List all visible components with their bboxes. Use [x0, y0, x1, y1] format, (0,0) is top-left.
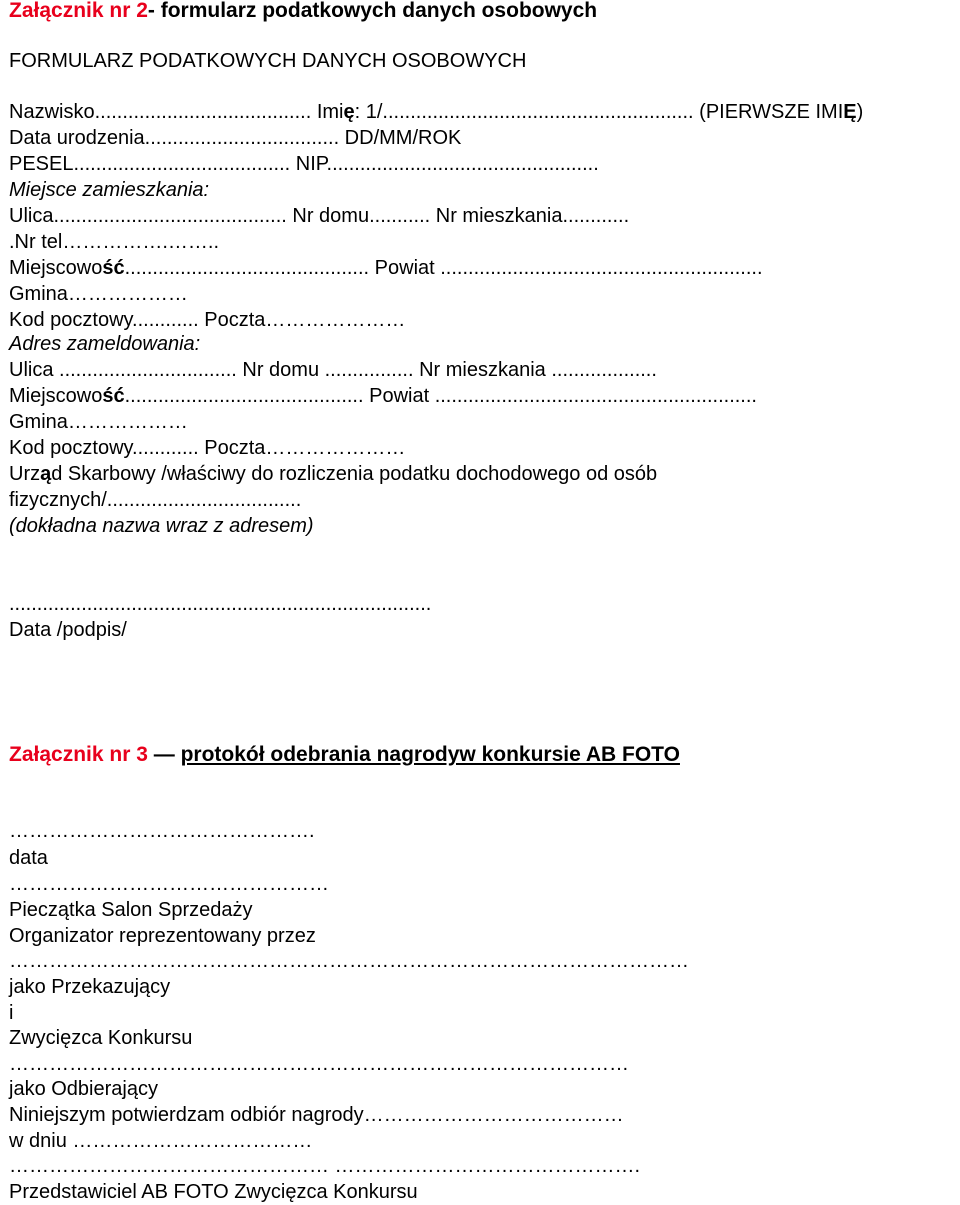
signatures-dots: ………………………………………… ……………………………………….: [9, 1155, 641, 1177]
name-line-text-2: : 1/........................................................ (PIERWSZE IMI: [354, 101, 844, 123]
city-line-text-2: ............................................ Powiat ..........................................................: [124, 257, 763, 279]
tax-office-text-2: d Skarbowy /właściwy do rozliczenia podatku dochodowego od osób: [51, 463, 658, 485]
transferring-label: jako Przekazujący: [9, 976, 171, 998]
city-line-text: Miejscowo: [9, 257, 103, 279]
winner-dots: …………………………………………………………………………………: [9, 1053, 629, 1075]
signatures-label: Przedstawiciel AB FOTO Zwycięzca Konkursu: [9, 1181, 418, 1203]
organizer-dots: …………………………………………………………………………………………: [9, 950, 689, 972]
date-label: data: [9, 847, 48, 869]
reg-street-line: Ulica ................................ Nr domu ................ Nr mieszkania ...................: [9, 359, 657, 381]
postcode-line: Kod pocztowy............ Poczta…………………: [9, 309, 406, 331]
name-line-text: Nazwisko....................................... Imi: [9, 101, 344, 123]
residence-heading: Miejsce zamieszkania:: [9, 179, 210, 201]
organizer-line: Organizator reprezentowany przez: [9, 925, 316, 947]
reg-commune-line: Gmina………………: [9, 411, 188, 433]
name-line: [9, 99, 863, 125]
annex-3-heading: [9, 742, 680, 768]
on-day-line: w dniu ………………………………: [9, 1130, 313, 1152]
tax-office-line: [9, 461, 657, 487]
page-header: [9, 0, 597, 24]
name-line-text-3: ): [856, 101, 864, 123]
tax-office-line-2: fizycznych/...................................: [9, 489, 302, 511]
reg-city-text: Miejscowo: [9, 385, 103, 407]
reg-city-line: [9, 383, 757, 409]
conjunction-line: i: [9, 1002, 14, 1024]
annex-2-label: Załącznik nr 2: [9, 0, 148, 22]
form-title: FORMULARZ PODATKOWYCH DANYCH OSOBOWYCH: [9, 50, 527, 72]
stamp-dots: …………………………………………: [9, 873, 329, 895]
signature-dots: ............................................................................: [9, 593, 432, 615]
reg-city-text-2: ........................................... Powiat ..........................................................: [124, 385, 757, 407]
name-line-char-2: Ę: [843, 101, 857, 123]
receiving-label: jako Odbierający: [9, 1078, 158, 1100]
stamp-label: Pieczątka Salon Sprzedaży: [9, 899, 253, 921]
phone-line: .Nr tel…………….……..: [9, 231, 220, 253]
annex-2-title: - formularz podatkowych danych osobowych: [147, 0, 598, 22]
tax-office-note: (dokładna nazwa wraz z adresem): [9, 515, 314, 537]
tax-office-text: Urz: [9, 463, 41, 485]
street-line: Ulica.......................................... Nr domu........... Nr mieszkania............: [9, 205, 630, 227]
pesel-nip-line: PESEL....................................... NIP.................................................: [9, 153, 599, 175]
registration-heading: Adres zameldowania:: [9, 333, 201, 355]
reg-postcode-line: Kod pocztowy............ Poczta…………………: [9, 437, 406, 459]
annex-3-title: protokół odebrania nagrodyw konkursie AB FOTO: [180, 743, 680, 766]
tax-office-char: ą: [40, 463, 52, 485]
city-line: [9, 255, 763, 281]
birthdate-line: Data urodzenia................................... DD/MM/ROK: [9, 127, 462, 149]
date-dots: ……………………………………….: [9, 820, 315, 842]
name-line-char: ę: [343, 101, 355, 123]
city-line-chars: ść: [102, 257, 125, 279]
commune-line: Gmina………………: [9, 283, 188, 305]
annex-3-dash: —: [147, 743, 181, 766]
reg-city-chars: ść: [102, 385, 125, 407]
annex-3-label: Załącznik nr 3: [9, 743, 148, 766]
signature-label: Data /podpis/: [9, 619, 127, 641]
winner-line: Zwycięzca Konkursu: [9, 1027, 193, 1049]
confirmation-line: Niniejszym potwierdzam odbiór nagrody…………………………………: [9, 1104, 624, 1126]
